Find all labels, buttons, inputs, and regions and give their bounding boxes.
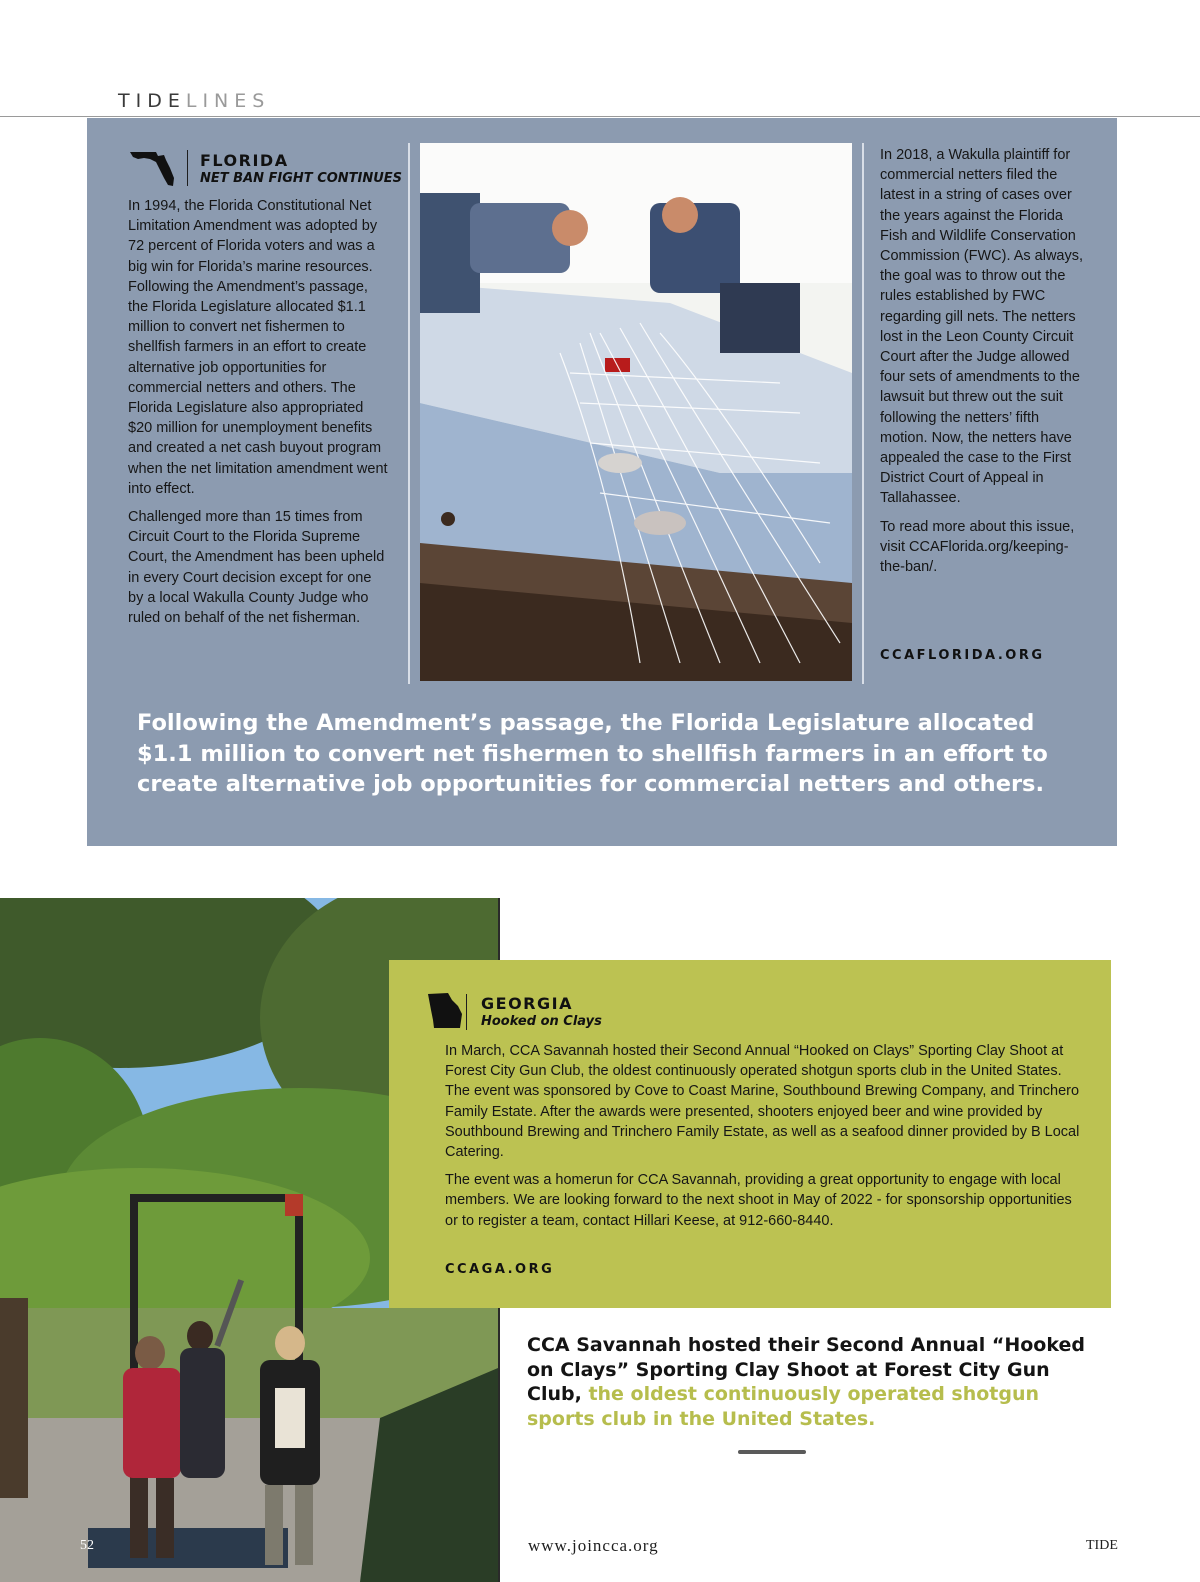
florida-pull-quote: Following the Amendment’s passage, the Florida Legislature allocated $1.1 million to convert net fishermen to shellfish farmers in an effort to create alternative job opportunities for commercial netters and others. [137,710,1048,797]
brand-light: LINES [185,90,271,112]
florida-title-divider [187,150,188,186]
georgia-title-divider [466,994,467,1030]
georgia-state-name: GEORGIA [481,994,573,1013]
florida-subtitle: NET BAN FIGHT CONTINUES [200,171,403,186]
georgia-paragraph-1: In March, CCA Savannah hosted their Second Annual “Hooked on Clays” Sporting Clay Shoot at Forest City Gun Club, the oldest continuously operated shotgun sports club in the United States. The event was sponsored by Cove to Coast Marine, Southbound Brewing Company, and Trinchero Family Estate. After the awards were presented, shooters enjoyed beer and wine provided by Southbound Brewing and Trinchero Family Estate, as well as a seafood dinner provided by B Local Catering. [445,1043,1080,1161]
florida-left-paragraph-1: In 1994, the Florida Constitutional Net Limitation Amendment was adopted by 72 percent of Florida voters and was a big win for Florida’s marine resources. Following the Amendment’s passage, the Florida Legislature allocated $1.1 million to convert net fishermen to shellfish farmers in an effort to create alternative job opportunities for commercial netters and others. The Florida Legislature also appropriated $20 million for unemployment benefits and created a net cash buyout program when the net limitation amendment went into effect. [128,198,388,497]
georgia-paragraph-2: The event was a homerun for CCA Savannah, providing a great opportunity to engage with local members. We are looking forward to the next shoot in May of 2022 - for sponsorship opportunities or to register a team, contact Hillari Keese, at 912-660-8440. [445,1172,1072,1229]
net-confiscation-photo [420,143,852,681]
pull-quote-underline [738,1450,806,1454]
georgia-pull-quote-highlight: the oldest continuously operated shotgun sports club in the United States. [527,1383,1040,1430]
florida-right-column [880,145,1085,585]
florida-right-paragraph-1: In 2018, a Wakulla plaintiff for commercial netters filed the latest in a string of cases over the years against the Florida Fish and Wildlife Conservation Commission (FWC). As always, the goal was to throw out the rules established by FWC regarding gill nets. The netters lost in the Leon County Circuit Court after the Judge allowed four sets of amendments to the lawsuit but threw out the suit following the netters’ fifth motion. Now, the netters have appealed the case to the First District Court of Appeal in Tallahassee. [880,147,1084,507]
georgia-pull-quote-dark: CCA Savannah hosted their Second Annual “Hooked on Clays” Sporting Clay Shoot at Forest City Gun Club, [527,1334,1085,1405]
florida-left-column [128,196,390,636]
page-number: 52 [80,1538,94,1553]
brand-bold: TIDE [118,90,186,112]
georgia-subtitle: Hooked on Clays [481,1014,602,1029]
column-rule-left [408,143,410,684]
column-rule-right [862,143,864,684]
georgia-pull-quote [527,1333,1087,1431]
footer-publication-name: TIDE [1086,1538,1118,1553]
florida-website-link[interactable]: CCAFLORIDA.ORG [880,648,1045,663]
georgia-body [445,1041,1085,1239]
georgia-website-link[interactable]: CCAGA.ORG [445,1262,555,1277]
florida-right-paragraph-2: To read more about this issue, visit CCAFlorida.org/keeping-the-ban/. [880,518,1075,576]
header-divider [0,116,1200,117]
magazine-section-title [118,90,270,112]
florida-left-paragraph-2: Challenged more than 15 times from Circuit Court to the Florida Supreme Court, the Amendment has been upheld in every Court decision except for one by a local Wakulla County Judge who ruled on behalf of the net fisherman. [128,509,385,627]
florida-state-silhouette-icon [130,150,176,188]
florida-state-name: FLORIDA [200,151,289,170]
georgia-state-silhouette-icon [428,992,464,1030]
footer-website[interactable]: www.joincca.org [528,1536,659,1555]
